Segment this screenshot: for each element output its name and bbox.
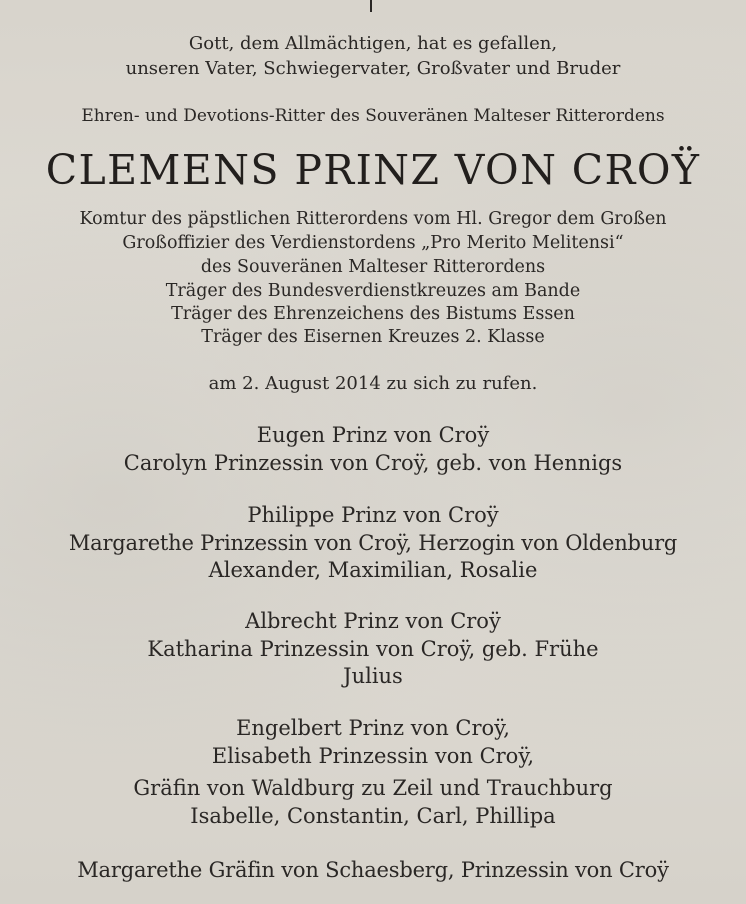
intro-line-1: Gott, dem Allmächtigen, hat es gefallen,: [188, 33, 558, 54]
family-3-line: Albrecht Prinz von Croÿ: [245, 609, 501, 633]
family-4-line: Isabelle, Constantin, Carl, Phillipa: [190, 804, 556, 828]
family-4-line: Elisabeth Prinzessin von Croÿ,: [211, 744, 535, 768]
intro-line-2: unseren Vater, Schwiegervater, Großvater und Bruder: [125, 58, 621, 79]
family-4-line: Gräfin von Waldburg zu Zeil und Trauchburg: [133, 776, 613, 800]
honor-line: Träger des Ehrenzeichens des Bistums Essen: [171, 304, 575, 324]
family-1-line: Eugen Prinz von Croÿ: [256, 423, 490, 447]
family-2-line: Alexander, Maximilian, Rosalie: [208, 558, 538, 582]
family-5-line: Margarethe Gräfin von Schaesberg, Prinzessin von Croÿ: [77, 858, 669, 882]
deceased-name: CLEMENS PRINZ VON CROŸ: [45, 146, 701, 194]
honor-line: Komtur des päpstlichen Ritterordens vom Hl. Gregor dem Großen: [79, 209, 667, 229]
family-4-line: Engelbert Prinz von Croÿ,: [236, 716, 510, 740]
honor-line: des Souveränen Malteser Ritterordens: [200, 257, 546, 277]
family-2-line: Margarethe Prinzessin von Croÿ, Herzogin von Oldenburg: [68, 531, 678, 555]
family-2-line: Philippe Prinz von Croÿ: [247, 503, 499, 527]
honor-line: Träger des Bundesverdienstkreuzes am Bande: [165, 281, 581, 301]
date-line: am 2. August 2014 zu sich zu rufen.: [208, 373, 538, 394]
order-title: Ehren- und Devotions-Ritter des Souveränen Malteser Ritterordens: [81, 106, 665, 126]
family-3-line: Katharina Prinzessin von Croÿ, geb. Frühe: [147, 637, 599, 661]
honor-line: Träger des Eisernen Kreuzes 2. Klasse: [201, 327, 545, 347]
family-3-line: Julius: [343, 664, 403, 688]
cross-fragment: [370, 0, 372, 12]
honor-line: Großoffizier des Verdienstordens „Pro Merito Melitensi“: [122, 233, 624, 253]
family-1-line: Carolyn Prinzessin von Croÿ, geb. von Hennigs: [123, 451, 623, 475]
